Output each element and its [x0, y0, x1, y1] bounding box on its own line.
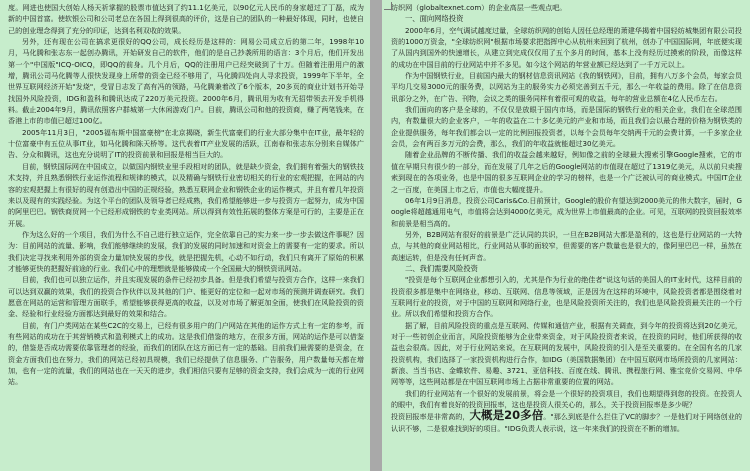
right-page-content: [391, 2, 742, 434]
body-paragraph: 06年1月9日消息，投资公司Caris&Co.日前预计，Google的股价有望达到2000美元的伟大数字，届时，Google将超越通用电气，市值将会达到4000亿美元，成为世界上市值最高的企业。可见，互联网的投资回报效率和前景是相当高的。: [391, 195, 742, 228]
section-heading: 一、面向网络投资: [405, 14, 464, 24]
body-paragraph: 另外，还有现在公司在搞求更很好的QQ公司，成长经历是这样的：网易公司成立后的第二年，1998年10月，马化腾和张志东一起创办腾讯，开始研发自己的软件，他们的是自己抄袭所用的语言：3个月后，他们开发出第一个"中国版"ICQ-OICQ，即QQ的前身。几个月后，QQ的注册用户已经突破到了十万。但随着注册用户的激增，腾讯公司马化腾等人很快发现身上所带的资金已经不够用了，马化腾四处向人寻求投资，1999年下半年，全世界互联网经济开始"发烧"，受冒日志发了高有冯的领路，马化腾兼着改了6个版本，20多页的商业计划书开始寻找国外风险投资，IDG和盈科和腾讯达成了220万美元投资。2000年6月，腾讯用为收有无招带领去开发手机得料。截止2004年9月，腾讯依照客户群城第一大休闲游戏门户。目前，腾讯公司和他的投资商，赚了两笔钱来，在香港上市的市值已超过100亿。: [8, 37, 364, 126]
body-paragraph: "投资是每个互联网企业都想引入的，尤其是作为行业的绝佳者"说这句话的美国人的IT业时代，这样目前的投资很多都是集中在网络业，移动、互联网、信息等领域，正是因为在这样的环境中，风险投资者都是围绕着对互联网行业的投资，对于中国的互联网和网络行业，也是风险投资所关注的，我们也是风险投资最关注的一个行业。所以我们希望和投资方合作。: [391, 275, 742, 319]
body-paragraph: 目前，有门户类网站在某些C2C的交易上，已经有很多用户的门户网站在其他的运作方式上有一定的参考，而有些网站的成功在于其营销模式和盈利模式上的成功。这是我们借鉴的地方，在很多方面，网站的运作是可以借鉴的，借鉴是否成功需要依靠管理者的经验，而我们的团队在这方面已有一定的基础。目前我们最需要的是资金，在资金方面我们也在努力，我们的网站已经初具规模，我们已经提供了信息服务、广告服务，用户数量每天都在增加，也有一定的流量，我们的网站也在一天天的进步，我们相信只要有足够的资金支持，我们会成为一流的行业网站。: [8, 320, 364, 387]
body-paragraph: 随着企业品牌的不断传播、我们的收益会越来越好，例如像之前的全球最大搜索引擎Google搜索，它的市值在早期只有很少的一部分，而在发展了几年之后的Google网站的市值现在超过了1319亿美元，从以前只卖搜索到现在的各项业务，也是中国的很多互联网企业的学习的榜样，也是一个广泛被认可的商业模式。中国IT企业之一百度，在美国上市之后，市值也大幅度提升。: [391, 150, 742, 194]
left-page-content: [8, 2, 364, 388]
body-paragraph: [391, 410, 742, 434]
document-page-left: [0, 0, 370, 471]
body-paragraph: 目前，我们也可以独立运作，并且实现发展的条件已经初步具备。但是我们希望与投资方合作，这样一来我们可以达到双赢的效果，我们的投资合作伙伴以及其他的门户、能更好的定位和一起对市场的预测并调查研究。我们愿意在网站的运营和管理方面联手，希望能够获得更高的收益，以及对市场了解更加全面，使我们在风险投资的资金、经验和行业经验方面都达到最好的效果和结合。: [8, 275, 364, 319]
body-paragraph: 据了解，目前风险投资的重点是互联网、传媒和通信产业，根据有关调查，到今年的投资将达到20亿美元，对于一些初创企业而言，风险投资能够为企业带来资金，对于风险投资者来说，在投资的同时，他们所获得的收益也会很高。因此，对于行业网站来说，在互联网的发展中，风险投资的引入是至关重要的。在全国有名的几家投资机构，我们选择了一家投资机构进行合作，如IDG（美国数据集团）在中国互联网市场所投资的几家网站：新浪、当当书店、金蝶软件、易趣、3721、亚信科技、百度在线、腾讯、携程旅行网、雅宝竞价交易网、中华网等等，这些网站都是在中国互联网市场上占据非常重要的位置的网站。: [391, 320, 742, 387]
body-paragraph: 作为这么好的一个项目，我们为什么不自己进行独立运作，完全依靠自己的实力来一步一步去做这件事呢？因为：目前网站的流量、影响，我们能够继续的发展，我们的发展的同时加速和对资金上的需要有一定的要求。所以我们决定寻找来利用外部的资金力量加快发展的步伐，就是把握先机，心动不如行动，我们只有离开了原始的积累才能够更快的把握好前途的行业。我们心中的理想就是能够做成一个全国最大的钢铁资讯网站。: [8, 229, 364, 273]
body-paragraph: 2000年6月，空气调试越度过量，全球纺织网的创始人因任总经理的萧建华揭着中国轻纺城集团有限公司投资的1000万资金，"全球纺织网"根据市场要求把指挥中心从杭州来回到了杭州，创办了中国国际网，年底便实现了从国内到国外的快速增长，从建立到完成仅仅用了五个多月的时间，基本上没有经历过摸索的阶段，而像这样的成功在中国目前的行业网站中并不多见。如今这个网站的年营业额已经达到了一千万元以上。: [391, 25, 742, 69]
body-paragraph: 我们面向的客户是全球的，不仅仅是放眼于国内市场，而是国际的钢铁行业的相关企业，我们在全球范围内，有数量很大的企业客户，一年的收益在二十多亿美元的产业和市场，而且我们会以最合理的价格为钢铁类的企业提供服务，每年我们都会以一定的比例回报投资者，以每个会员每年交纳两千元的会费计算，一千多家企业会员，会有两百多万元的会费，那么，我们的年收益就能超过30亿美元。: [391, 105, 742, 149]
body-paragraph: 目前，钢铁国际网在中国成立，以做国内钢铁业里手段相对的团队，就是缺少资金，我们拥有着强大的钢铁技术支持，并且熟悉钢铁行业运作流程和规律的模式，以及精确与钢铁行业密切相关的行业的宏观把握，在网站的内容的宏观把握上有很好的现有创造出中国的正规经验，熟悉互联网企业和钢铁企业的运作模式，并且有着几年投资来以及现有的实践经验。为这个平台的团队及领导者已经成熟，我们希望能够进一步与投资方一起努力，成为中国的阿里巴巴。钢铁商贸网一个已经形成钢铁的专业类网站。所以得到有效性拓展的整体方案是可行的，主要是正在开展。: [8, 161, 364, 228]
body-paragraph: 纺织网（globaltexnet.com）的企业高层一些观点吧。: [391, 3, 567, 12]
document-page-right: [382, 0, 750, 471]
paragraph-text: 。"那么到底是什么拦住了VC的脚步？一是他们对于网络创业的认识不够，二是很难找到好的项目。"IDG负责人表示说，这一年来我们的投资在不断的增加。: [391, 412, 742, 433]
body-paragraph: 度。网进也使国大创始人杨天祈掌握的股票市值达到了约11.1亿美元，以90亿元人民币的身家超过了丁磊，成为新的中国首富。使软银公司和公司老总在各国上得到很高的评价，这是自己的团队的一种最好体现，同时，也使自己的创业理念得到了充分的印证，达到名利双收的效果。: [8, 3, 364, 35]
body-paragraph: 2005年11月3日，"2005福布斯中国富豪榜"在北京揭晓，新生代富豪们的行业大部分集中在IT业，最年轻的十位富豪中有五位从事IT业，如马化腾和陈天桥等。这代表着IT产业发展的活跃，江南春和张志东分别来自媒体广告、分众和腾讯，这也充分说明了IT的投资前景和回报是相当巨大的。: [8, 127, 364, 160]
paragraph-text: 投资回报率是非常高的，: [391, 412, 470, 422]
emphasis-text: 大概是20多倍: [469, 408, 544, 423]
corner-mark: [384, 2, 392, 10]
body-paragraph: 另外，B2B网站有很好的前景是广泛认同的共识，一旦在B2B网站大都是盈利的，这也是行业网站的一大特点，与其他的商业网站相比，行业网站从事的面较窄，但需要的客户数量也是很大的，像阿里巴巴一样，虽然在高速运转，但是没有任何声音。: [391, 229, 742, 262]
body-paragraph: 我们的行业网站有一个很好的发展前景，将会是一个很好的投资项目，我们也期望得到您的投资。在投资人的眼中，我们有着良好的投资回报率，这也是投资人很关心的，那么，关于投资回报率是多少呢？: [391, 388, 742, 410]
body-paragraph: 作为中国钢铁行业，目前国内最大的钢材信息资讯网站《我的钢铁网》，目前，拥有八万多个会员，每家会员平均几交易3000元的服务费，以网站为主的服务实力必须完善到五千元，那么一年收益的费用。除了在信息资讯部分之外，在广告、刊物，会议之类的服务同样有着很可观的收益，每年的营业总额在4亿人民币左右。: [391, 71, 742, 103]
section-heading: 二、我们需要风险投资: [405, 263, 478, 273]
page-gap: [370, 0, 382, 471]
